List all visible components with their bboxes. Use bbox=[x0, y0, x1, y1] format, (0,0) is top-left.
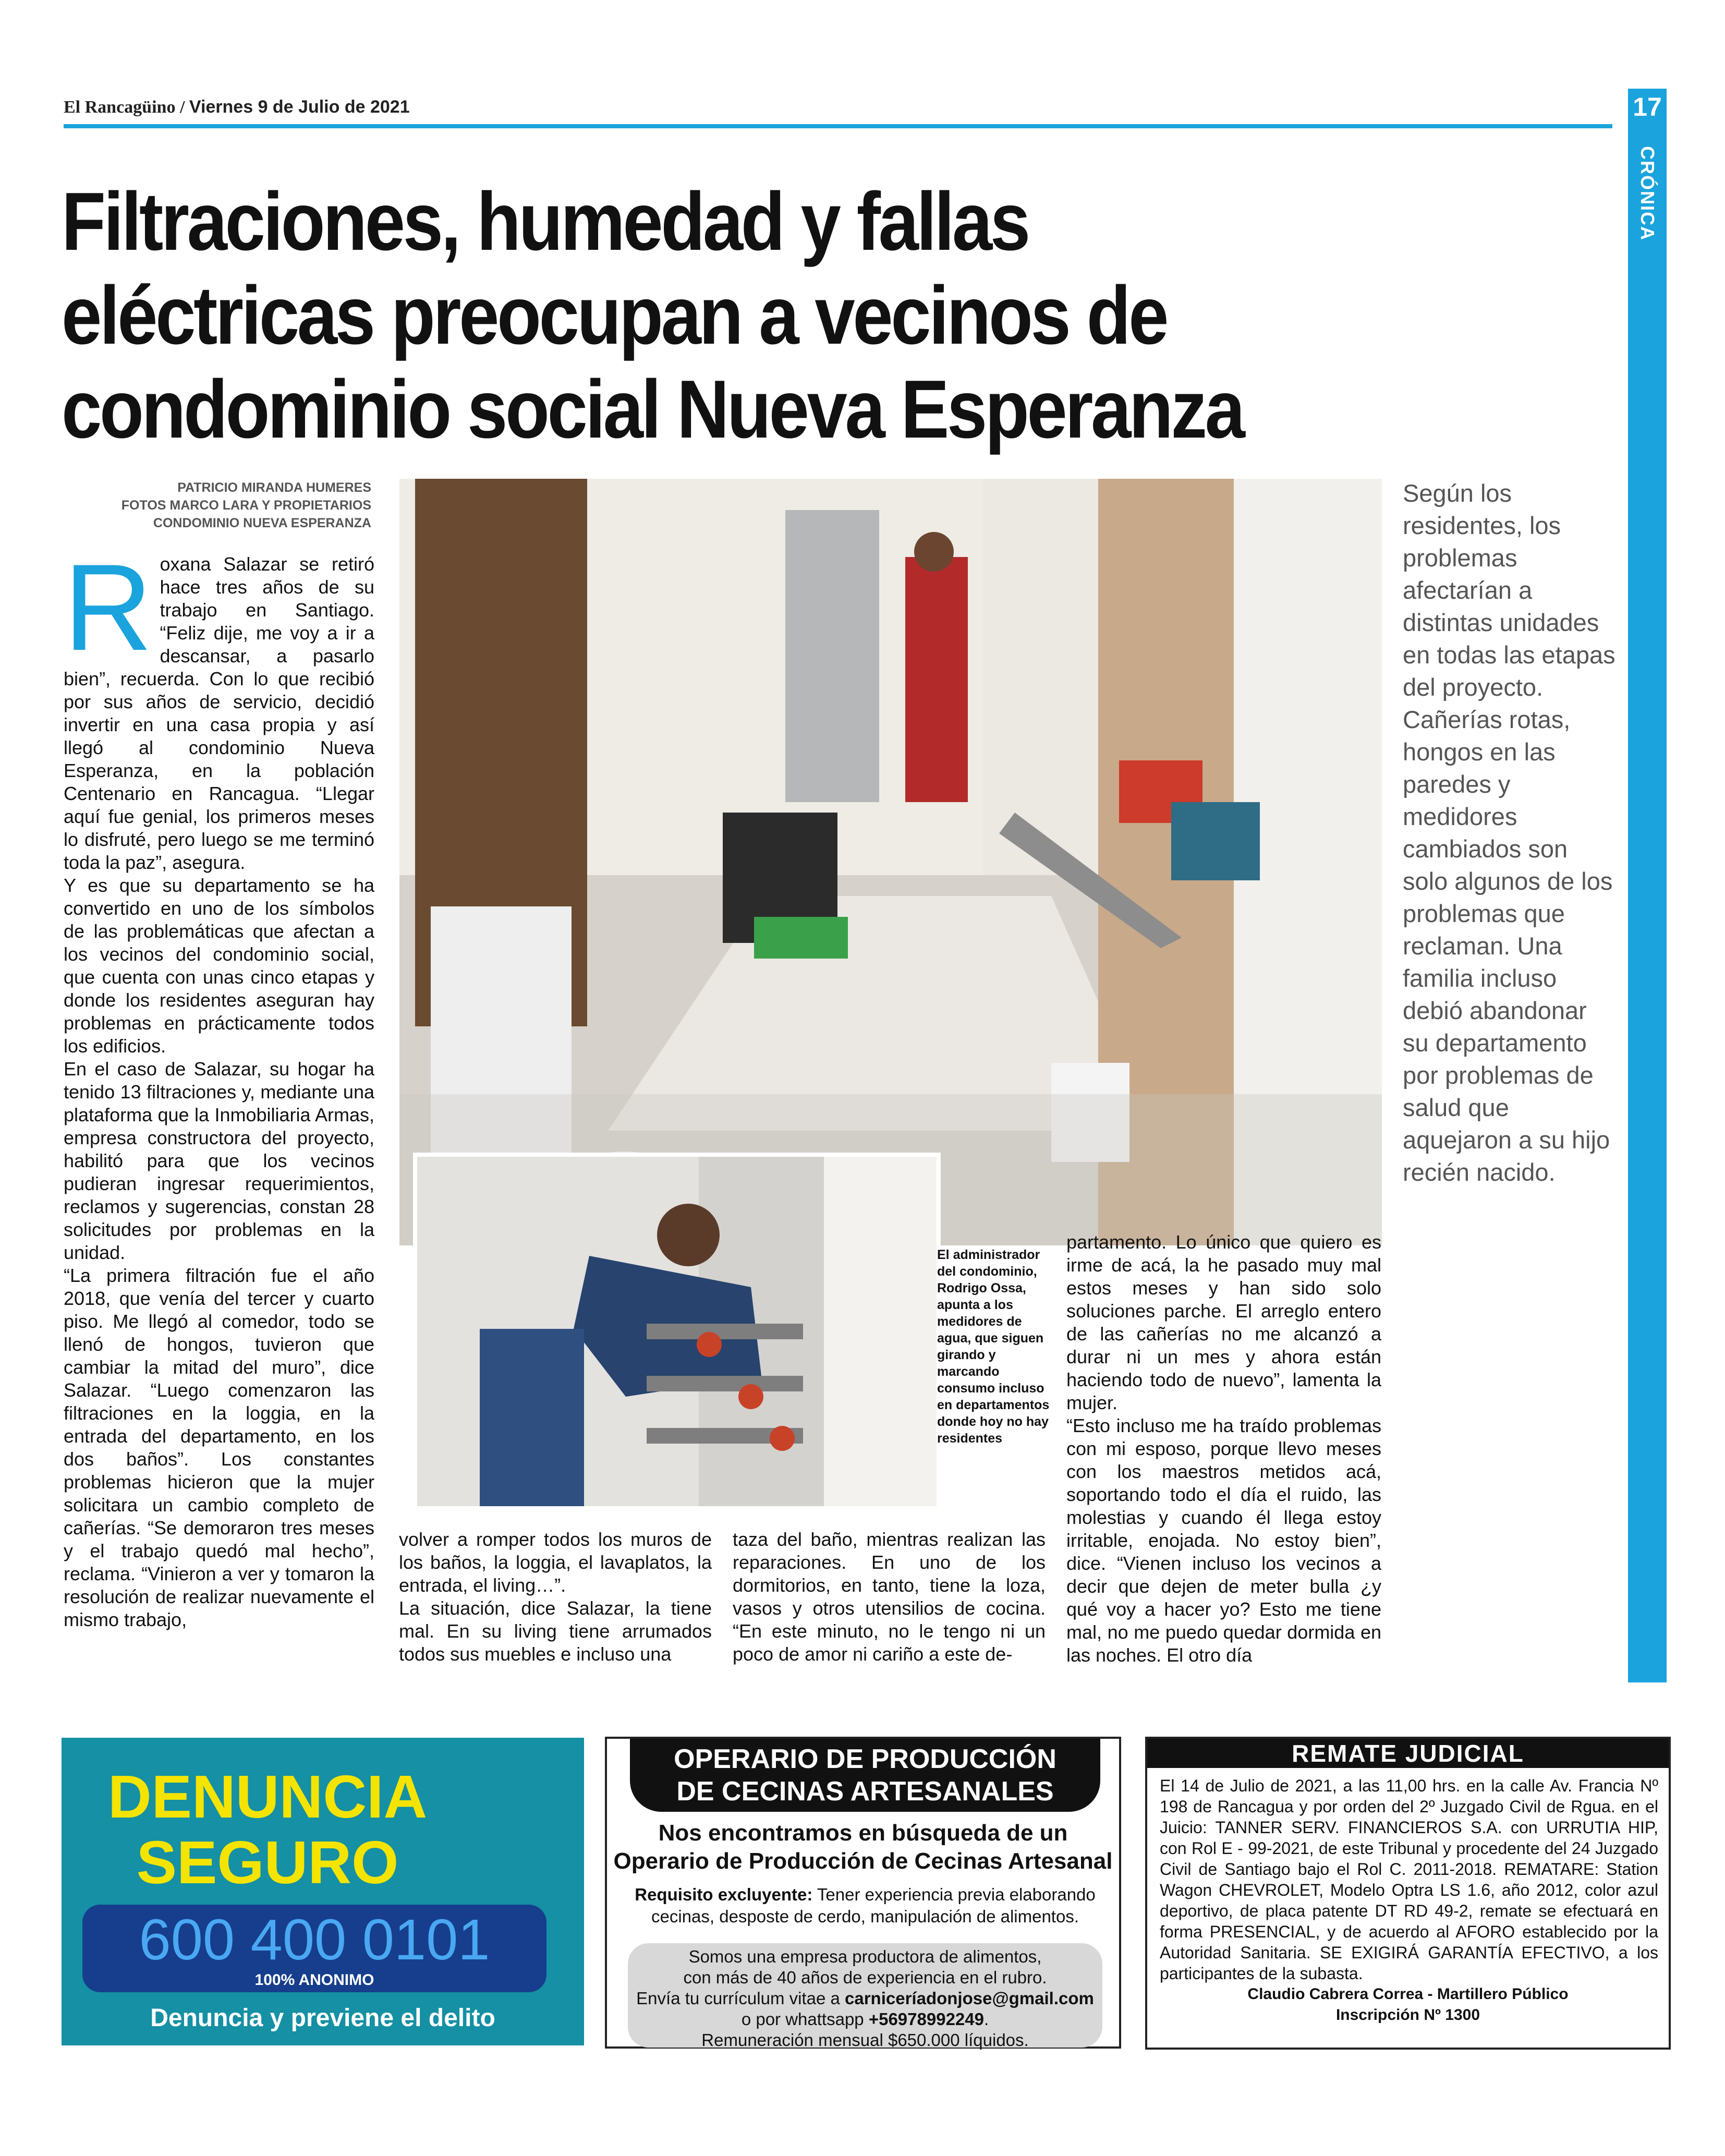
ad-denuncia-slogan: Denuncia y previene el delito bbox=[150, 2004, 495, 2032]
paragraph: oxana Salazar se retiró hace tres años de su trabajo en Santiago. “Feliz dije, me voy a ir a descansar, a pasarlo bien”, recuerda. Con lo que recibió por sus años de servicio, decidió invertir en una casa propia y así llegó al condominio Nueva Esperanza, en la población Centenario en Rancagua. “Llegar aquí fue genial, los primeros meses lo disfruté, pero luego se me terminó toda la paz”, asegura. bbox=[64, 553, 374, 873]
article-column-3 bbox=[733, 1528, 1046, 1666]
byline bbox=[64, 479, 371, 532]
article-column-2 bbox=[399, 1528, 712, 1666]
section-sidebar bbox=[1628, 89, 1667, 1682]
meters-photo-illustration bbox=[417, 1157, 937, 1506]
ad-operario-info-line: Envía tu currículum vitae a bbox=[636, 1989, 840, 2008]
ad-denuncia-anonymous: 100% ANONIMO bbox=[254, 1971, 374, 1989]
headline-line: condominio social Nueva Esperanza bbox=[62, 364, 1243, 455]
paragraph: partamento. Lo único que quiero es irme de acá, la he pasado muy mal estos meses y han sido solo soluciones parche. El arreglo entero de las cañerías no me alcanzó a durar ni un mes y ahora están haciendo todo de nuevo”, lamenta la mujer. bbox=[1066, 1231, 1381, 1413]
ad-remate-signature-name: Claudio Cabrera Correa - Martillero Público bbox=[1247, 1985, 1569, 2003]
ad-operario-info-line: Remuneración mensual $650.000 líquidos. bbox=[701, 2030, 1029, 2050]
byline-author: PATRICIO MIRANDA HUMERES bbox=[177, 480, 371, 495]
article-column-1 bbox=[64, 539, 374, 1631]
paragraph: “La primera filtración fue el año 2018, que venía del tercer y cuarto piso. Me llegó al comedor, todo se llenó de hongos, tuvieron que cambiar la mitad del muro”, dice Salazar. “Luego comenzaron las filtraciones en la loggia, en la entrada del departamento, en los dos baños”. Los constantes problemas hicieron que la mujer solicitara un cambio completo de cañerías. “Se demoraron tres meses y el trabajo quedó mal hecho”, reclama. “Vinieron a ver y tomaron la resolución de realizar nuevamente el mismo trabajo, bbox=[64, 1265, 374, 1630]
ad-operario-email[interactable]: carniceríadonjose@gmail.com bbox=[845, 1989, 1094, 2008]
ad-operario-subtitle-line: Nos encontramos en búsqueda de un bbox=[658, 1820, 1068, 1846]
paragraph: La situación, dice Salazar, la tiene mal. En su living tiene arrumados todos sus muebles e incluso una bbox=[399, 1597, 712, 1665]
ad-remate-title: REMATE JUDICIAL bbox=[1147, 1739, 1669, 1768]
headline-line: Filtraciones, humedad y fallas bbox=[62, 176, 1028, 268]
ad-operario-whatsapp[interactable]: +56978992249 bbox=[868, 2009, 984, 2029]
ad-operario-subtitle-line: Operario de Producción de Cecinas Artesanal bbox=[613, 1848, 1113, 1874]
ad-denuncia-title-line: DENUNCIA bbox=[107, 1763, 428, 1831]
byline-photos-source: CONDOMINIO NUEVA ESPERANZA bbox=[153, 516, 371, 530]
byline-photos: FOTOS MARCO LARA Y PROPIETARIOS bbox=[121, 498, 371, 513]
paragraph: Y es que su departamento se ha convertido en uno de los símbolos de las problemáticas que afectan a los vecinos del condominio social, que cuenta con unas cinco etapas y donde los residentes aseguran hay problemas en prácticamente todos los edificios. bbox=[64, 875, 374, 1057]
ad-remate-text: El 14 de Julio de 2021, a las 11,00 hrs. en la calle Av. Francia Nº 198 de Rancagua y por orden del 2º Juzgado Civil de Rgua. en el Juicio: TANNER SERV. FINANCIEROS S.A. con URRUTIA HIP, con Rol E - 99-2021, de este Tribunal y procedente del 24 Juzgado Civil de Santiago bajo el Rol C. 2011-2018. REMATARE: Station Wagon CHEVROLET, Modelo Optra LS 1.6, año 2012, color azul deportivo, de placa patente DT RD 49-2, remate se efectuará en forma PRESENCIAL, y de acuerdo al AFORO establecido por la Autoridad Sanitaria. SE EXIGIRÁ GARANTÍA EFECTIVO, a los participantes de la subasta. bbox=[1160, 1776, 1658, 1983]
newspaper-name: El Rancagüino / bbox=[64, 98, 185, 117]
ad-remate-inscription: Inscripción Nº 1300 bbox=[1335, 2006, 1480, 2024]
page-number: 17 bbox=[1633, 92, 1662, 122]
ad-operario-req-text: cecinas, desposte de cerdo, manipulación de alimentos. bbox=[651, 1907, 1079, 1926]
ad-remate-signature bbox=[1147, 1984, 1669, 2026]
dropcap: R bbox=[64, 539, 153, 676]
header-rule bbox=[64, 124, 1612, 128]
paragraph: taza del baño, mientras realizan las reparaciones. En uno de los dormitorios, en tanto, tiene la loza, vasos y otros utensilios de cocina. “En este minuto, no le tengo ni un poco de amor ni cariño a este de- bbox=[733, 1529, 1046, 1665]
ad-operario-subtitle bbox=[607, 1819, 1119, 1875]
main-photo bbox=[399, 479, 1382, 1245]
ad-denuncia-phone: 600 400 0101 bbox=[139, 1908, 490, 1972]
ad-operario-info-line: o por whattsapp bbox=[741, 2009, 864, 2029]
ad-denuncia-title bbox=[62, 1764, 473, 1895]
section-label: CRÓNICA bbox=[1637, 146, 1658, 241]
issue-date: Viernes 9 de Julio de 2021 bbox=[189, 97, 410, 117]
headline bbox=[62, 175, 1392, 456]
ad-denuncia-seguro bbox=[62, 1738, 584, 2045]
ad-operario-req-text: Tener experiencia previa elaborando bbox=[817, 1885, 1096, 1904]
ad-operario-title-line: OPERARIO DE PRODUCCIÓN bbox=[674, 1744, 1056, 1774]
paragraph: En el caso de Salazar, su hogar ha tenido 13 filtraciones y, mediante una plataforma que la Inmobiliaria Armas, empresa constructora del proyecto, habilitó para que los vecinos pudieran ingresar requerimientos, reclamos y sugerencias, constan 28 solicitudes por problemas en la unidad. bbox=[64, 1058, 374, 1263]
ad-operario-title bbox=[630, 1739, 1100, 1812]
ad-denuncia-phone-box bbox=[82, 1905, 546, 1992]
pull-quote: Según los residentes, los problemas afectarían a distintas unidades en todas las etapas del proyecto. Cañerías rotas, hongos en las paredes y medidores cambiados son solo algunos de los problemas que reclaman. Una familia incluso debió abandonar su departamento por problemas de salud que aquejaron a su hijo recién nacido. bbox=[1403, 479, 1615, 1186]
apartment-photo-illustration bbox=[399, 479, 1382, 1245]
ad-operario-info: Somos una empresa productora de alimentos, con más de 40 años de experiencia en el rubro. Envía tu currículum vitae a carniceríadonjose@gmail.com o por whattsapp +56978992249. Remuneración mensual $650.000 líquidos. bbox=[628, 1943, 1102, 2048]
photo-caption: El administrador del condominio, Rodrigo Ossa, apunta a los medidores de agua, que siguen girando y marcando consumo incluso en departamentos donde hoy no hay residentes bbox=[937, 1247, 1050, 1446]
ad-operario-title-line: DE CECINAS ARTESANALES bbox=[676, 1776, 1054, 1807]
ad-operario-info-line: Somos una empresa productora de alimentos, bbox=[688, 1947, 1042, 1966]
ad-remate-judicial bbox=[1145, 1737, 1671, 2050]
paragraph: volver a romper todos los muros de los baños, la loggia, el lavaplatos, la entrada, el living…”. bbox=[399, 1529, 712, 1596]
ad-operario-requirement bbox=[628, 1884, 1102, 1928]
paragraph: “Esto incluso me ha traído problemas con mi esposo, porque llevo meses con los maestros metidos acá, soportando todo el día el ruido, las molestias y cuando él llega estoy irritable, enojada. No estoy bien”, dice. “Vienen incluso los vecinos a decir que dejen de meter bulla ¿y qué voy a hacer yo? Esto me tiene mal, no me puedo quedar dormida en las noches. El otro día bbox=[1066, 1415, 1381, 1666]
secondary-photo bbox=[413, 1153, 941, 1510]
ad-operario-cecinas bbox=[605, 1737, 1121, 2049]
ad-operario-info-line: con más de 40 años de experiencia en el rubro. bbox=[683, 1968, 1047, 1987]
ad-operario-req-label: Requisito excluyente: bbox=[635, 1885, 813, 1904]
ad-denuncia-title-line: SEGURO bbox=[136, 1828, 399, 1896]
article-column-4 bbox=[1066, 1231, 1381, 1667]
headline-line: eléctricas preocupan a vecinos de bbox=[62, 270, 1167, 361]
page-header bbox=[64, 97, 410, 117]
